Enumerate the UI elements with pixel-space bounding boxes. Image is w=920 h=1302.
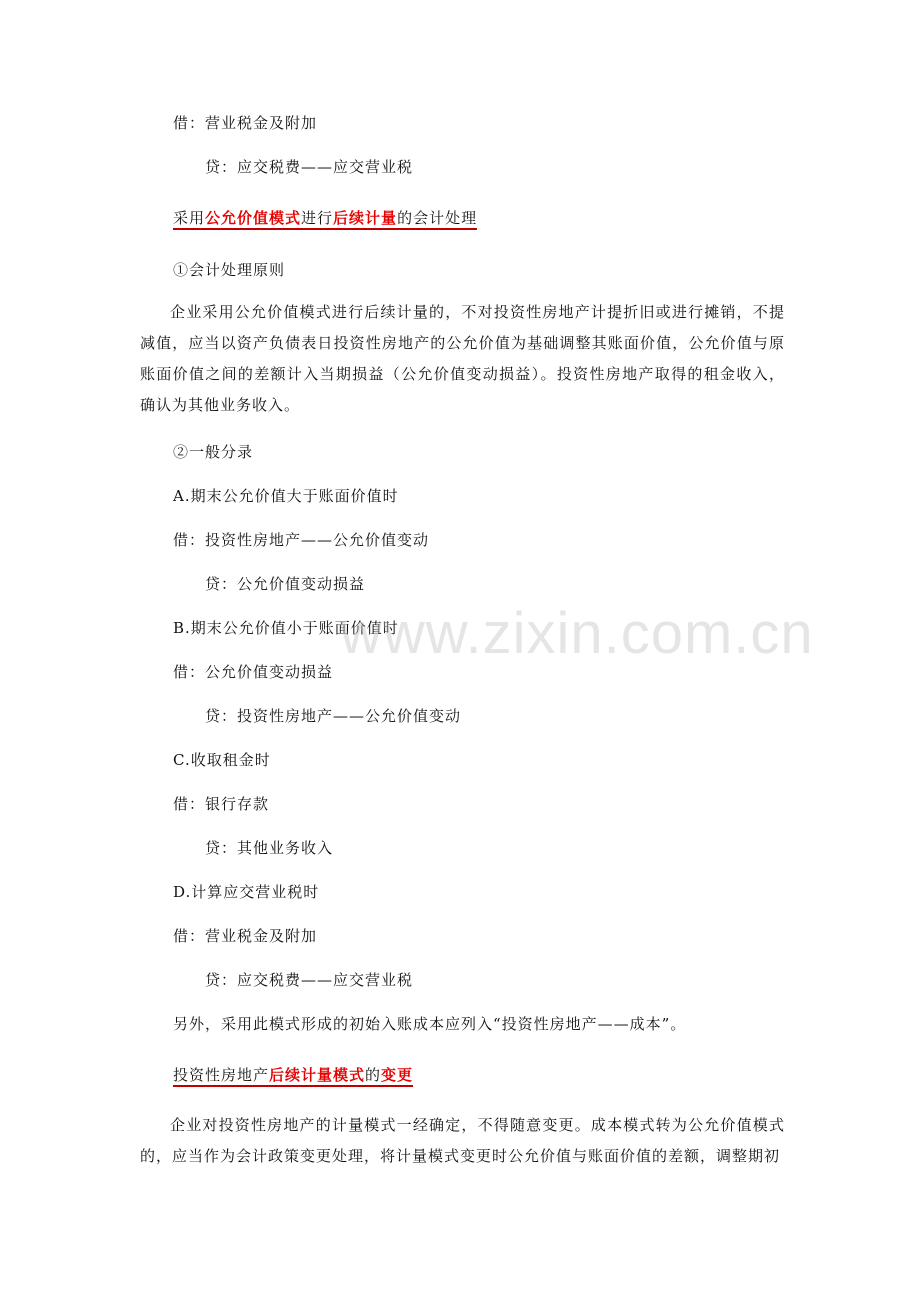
case-c-debit: 借：银行存款 — [173, 795, 270, 813]
case-c-title: C.收取租金时 — [173, 751, 271, 769]
case-a-credit: 贷：公允价值变动损益 — [205, 575, 366, 593]
heading-mid: 的 — [365, 1066, 382, 1084]
heading-underline — [173, 1066, 413, 1087]
case-c-credit: 贷：其他业务收入 — [205, 839, 334, 857]
top-debit-entry: 借：营业税金及附加 — [173, 114, 318, 132]
heading-underline — [173, 209, 477, 230]
heading-highlight-measurement-model: 后续计量模式 — [269, 1066, 366, 1084]
watermark-text: www.zixin.com.cn — [340, 601, 814, 666]
case-d-title: D.计算应交营业税时 — [173, 883, 320, 901]
case-d-debit: 借：营业税金及附加 — [173, 927, 318, 945]
heading-prefix: 投资性房地产 — [173, 1066, 270, 1084]
heading-prefix: 采用 — [173, 209, 206, 227]
top-credit-entry: 贷：应交税费——应交营业税 — [205, 158, 414, 176]
principle-body: 企业采用公允价值模式进行后续计量的，不对投资性房地产计提折旧或进行摊销，不提减值，应当以资产负债表日投资性房地产的公允价值为基础调整其账面价值，公允价值与原账面价值之间的差额计入当期损益（公允价值变动损益）。投资性房地产取得的租金收入，确认为其他业务收入。 — [140, 303, 785, 414]
principle-paragraph — [140, 297, 785, 421]
model-change-body: 企业对投资性房地产的计量模式一经确定，不得随意变更。成本模式转为公允价值模式的，应当作为会计政策变更处理，将计量模式变更时公允价值与账面价值的差额，调整期初 — [140, 1116, 785, 1165]
heading-highlight-fair-value-model: 公允价值模式 — [205, 209, 302, 227]
case-b-title: B.期末公允价值小于账面价值时 — [173, 619, 399, 637]
general-entries-title: ②一般分录 — [173, 443, 254, 461]
case-a-title: A.期末公允价值大于账面价值时 — [173, 487, 399, 505]
section-heading-fair-value — [173, 207, 477, 228]
case-b-debit: 借：公允价值变动损益 — [173, 663, 334, 681]
heading-highlight-change: 变更 — [381, 1066, 414, 1084]
section-heading-model-change — [173, 1064, 413, 1085]
case-b-credit: 贷：投资性房地产——公允价值变动 — [205, 707, 462, 725]
heading-suffix: 的会计处理 — [397, 209, 478, 227]
heading-highlight-subsequent-measurement: 后续计量 — [333, 209, 398, 227]
initial-cost-note: 另外，采用此模式形成的初始入账成本应列入“投资性房地产——成本”。 — [173, 1015, 687, 1033]
heading-mid: 进行 — [301, 209, 334, 227]
case-d-credit: 贷：应交税费——应交营业税 — [205, 971, 414, 989]
model-change-paragraph — [140, 1110, 785, 1172]
case-a-debit: 借：投资性房地产——公允价值变动 — [173, 531, 430, 549]
principle-title: ①会计处理原则 — [173, 261, 286, 279]
